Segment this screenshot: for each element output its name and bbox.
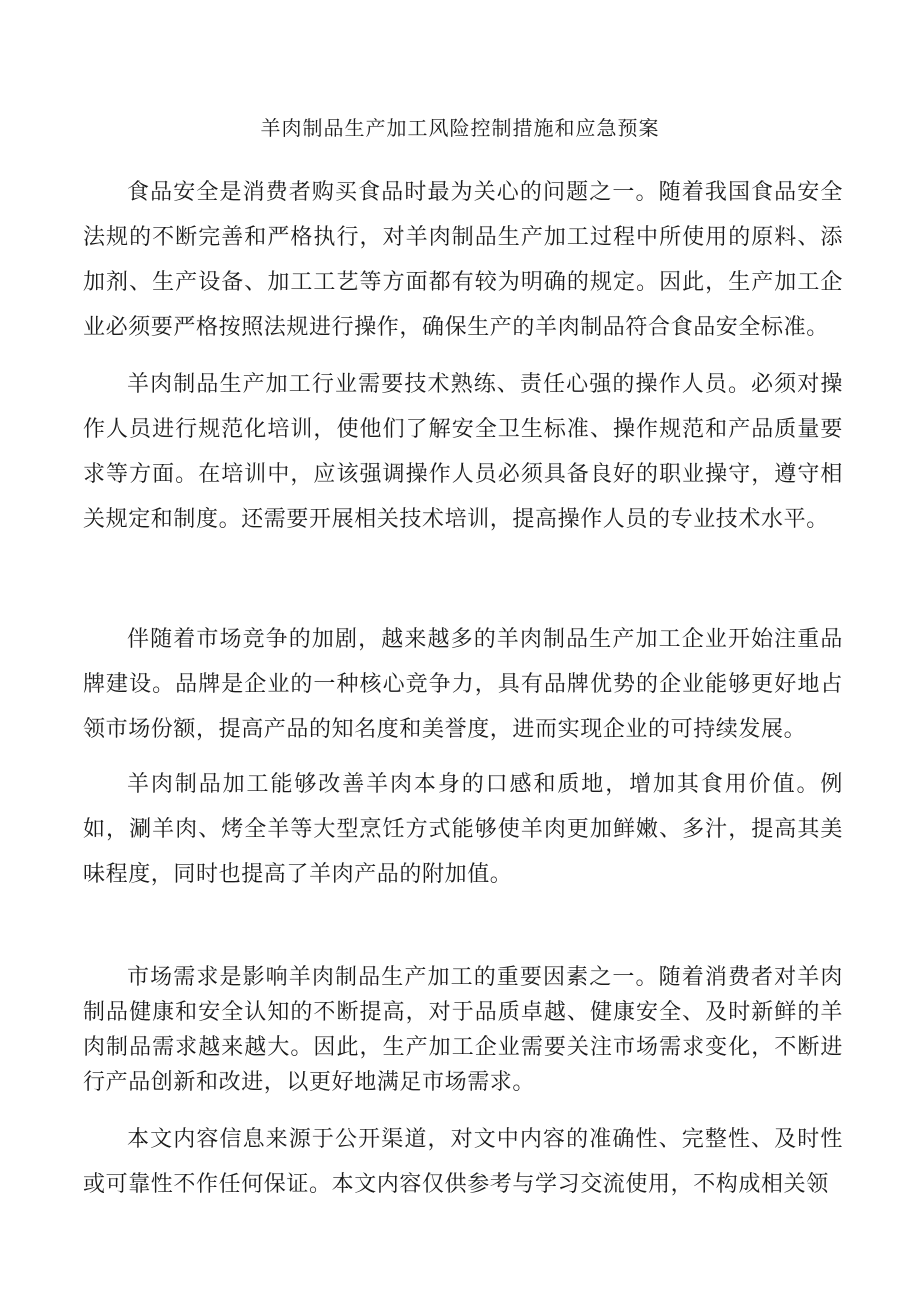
document-title: 羊肉制品生产加工风险控制措施和应急预案 <box>260 116 660 140</box>
paragraph-disclaimer: 本文内容信息来源于公开渠道，对文中内容的准确性、完整性、及时性或可靠性不作任何保证。本文内容仅供参考与学习交流使用，不构成相关领 <box>83 1127 843 1197</box>
paragraph-market-demand: 市场需求是影响羊肉制品生产加工的重要因素之一。随着消费者对羊肉制品健康和安全认知的不断提高，对于品质卓越、健康安全、及时新鲜的羊肉制品需求越来越大。因此，生产加工企业需要关注市场需求变化，不断进行产品创新和改进，以更好地满足市场需求。 <box>83 965 843 1095</box>
paragraph-brand-building: 伴随着市场竞争的加剧，越来越多的羊肉制品生产加工企业开始注重品牌建设。品牌是企业的一种核心竞争力，具有品牌优势的企业能够更好地占领市场份额，提高产品的知名度和美誉度，进而实现企业的可持续发展。 <box>83 627 843 742</box>
paragraph-operator-training: 羊肉制品生产加工行业需要技术熟练、责任心强的操作人员。必须对操作人员进行规范化培训，使他们了解安全卫生标准、操作规范和产品质量要求等方面。在培训中，应该强调操作人员必须具备良好的职业操守，遵守相关规定和制度。还需要开展相关技术培训，提高操作人员的专业技术水平。 <box>83 372 843 532</box>
paragraph-processing-value: 羊肉制品加工能够改善羊肉本身的口感和质地，增加其食用价值。例如，涮羊肉、烤全羊等大型烹饪方式能够使羊肉更加鲜嫩、多汁，提高其美味程度，同时也提高了羊肉产品的附加值。 <box>83 772 843 887</box>
paragraph-food-safety: 食品安全是消费者购买食品时最为关心的问题之一。随着我国食品安全法规的不断完善和严格执行，对羊肉制品生产加工过程中所使用的原料、添加剂、生产设备、加工工艺等方面都有较为明确的规定。因此，生产加工企业必须要严格按照法规进行操作，确保生产的羊肉制品符合食品安全标准。 <box>83 180 843 340</box>
